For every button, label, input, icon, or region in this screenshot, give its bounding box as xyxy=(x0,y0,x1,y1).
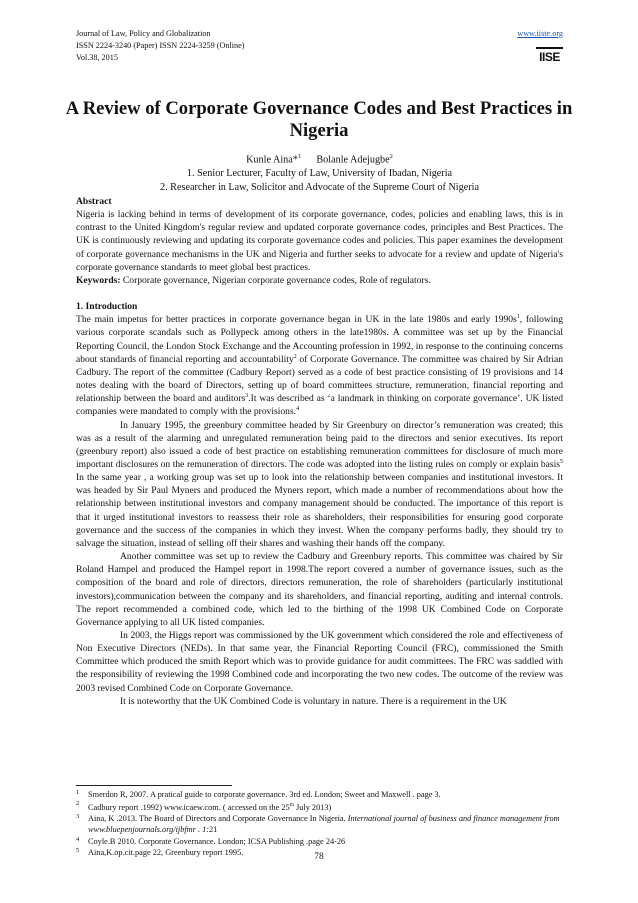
intro-paragraph-2: In January 1995, the greenbury committee headed by Sir Greenbury on director’s remuneration was created; this was as a result of the alarming and unregulated remuneration being paid to the directors and senior executives. Its report (greenbury report) also issued a code of best practice on establishing remuneration committees for disclosure of much more important disclosures on the remuneration of directors. The code was adopted into the listing rules on comply or explain basis$^5$ In the same year , a working group was set up to look into the relationship between companies and institutional investors. It was headed by Sir Paul Myners and produced the Myners report, which made a number of recommendations about how the relationship between institutional investors and company management should be conducted. The importance of this report is that it urged institutional investors to reassess their role as shareholders, their responsibilities for ensuring good corporate governance and the success of the companies in which they invest. When the company performs badly, they should try to salvage the situation, instead of selling off their shares and washing their hands off the company. xyxy=(76,419,563,549)
footnote-ref-5: 5 xyxy=(560,458,563,465)
iiste-logo xyxy=(536,47,563,65)
abstract-text: Nigeria is lacking behind in terms of development of its corporate governance, codes, policies and enabling laws, this is in contrast to the United Kingdom's regular review and updated corporate governance codes, principles and Best Practices. The UK is continuously reviewing and updating its corporate governance codes and policies. This paper examines the development of corporate governance mechanisms in the UK and Nigeria and further seeks to advocate for a review and update of Nigeria's corporate governance standards to meet global best practices. xyxy=(76,209,563,273)
section-heading-introduction: 1. Introduction xyxy=(76,301,138,313)
page-number: 78 xyxy=(314,852,324,862)
intro-paragraph-5: It is noteworthy that the UK Combined Code is voluntary in nature. There is a requirement in the UK xyxy=(120,695,507,707)
author-2-affil-mark: 2 xyxy=(389,153,393,160)
footnote-number: 1 xyxy=(76,789,80,796)
journal-url-link[interactable]: www.iiste.org xyxy=(517,29,563,38)
footnote-number: 5 xyxy=(76,846,80,854)
footnote-ref-1: 1 xyxy=(516,314,520,321)
journal-name: Journal of Law, Policy and Globalization xyxy=(76,29,211,38)
logo-bar xyxy=(536,47,563,49)
author-1-affil-mark: 1 xyxy=(297,153,302,160)
intro-paragraph-4: In 2003, the Higgs report was commissioned by the UK government which considered the role and effectiveness of Non Executive Directors (NEDs). In that same year, the Financial Reporting Council (FRC), commissioned the Smith Committee which produced the smith Report which was to provide guidance for audit committees. The FRC was saddled with the responsibility of reviewing the 1998 Combined code and incorporating the two new codes. The outcome of the review was 2003 revised Combined Code on Corporate Governance. xyxy=(76,630,563,694)
footnote-2: 2 Cadbury report .1992) www.icaew.com. ( accessed on the 25th July 2013) xyxy=(76,800,332,812)
logo-text: IISE xyxy=(539,50,560,64)
footnote-4: 4 Coyle.B 2010. Corporate Governance. London; ICSA Publishing .page 24-26 xyxy=(76,835,346,846)
keywords-label: Keywords: xyxy=(76,274,121,286)
author-block xyxy=(76,150,563,195)
author-1: Kunle Aina* xyxy=(246,154,298,166)
footnote-5: 5 Aina,K.op.cit.page 22, Greenbury report 1995. xyxy=(76,846,244,857)
affiliation-1: 1. Senior Lecturer, Faculty of Law, University of Ibadan, Nigeria xyxy=(186,168,453,180)
footnote-divider xyxy=(76,785,232,786)
footnote-number: 2 xyxy=(76,800,80,808)
keywords-text: Corporate governance, Nigerian corporate governance codes, Role of regulators. xyxy=(120,274,431,286)
footnote-3: 3 Aina, K .2013. The Board of Directors and Corporate Governance In Nigeria. International journal of business and finance management from www.bluepenjournals.org/ijbfmr . 1:21 xyxy=(76,813,560,835)
author-2: Bolanle Adejugbe xyxy=(316,154,390,166)
running-header xyxy=(76,28,563,64)
footnote-number: 3 xyxy=(76,813,80,821)
footnotes xyxy=(76,789,563,858)
journal-issn: ISSN 2224-3240 (Paper) ISSN 2224-3259 (Online) xyxy=(76,41,245,50)
intro-paragraph-3: Another committee was set up to review the Cadbury and Greenbury reports. This committee was chaired by Sir Roland Hampel and produced the Hampel report in 1998.The report covered a number of governance issues, such as the composition of the board and role of directors, directors remuneration, the role of shareholders (particularly institutional investors),communication between the company and its shareholders, and financial reporting, auditing and internal controls. The report recommended a combined code, which led to the birthing of the 1998 UK Combined Code on Corporate Governance applying to all UK listed companies. xyxy=(76,551,563,628)
keywords xyxy=(76,274,563,287)
author-names xyxy=(76,150,563,167)
footnote-1: 1 Smerdon R, 2007. A pratical guide to corporate governance. 3rd ed. London; Sweet and Maxwell . page 3. xyxy=(76,789,441,799)
footnote-ref-3: 3 xyxy=(245,393,249,400)
footnote-number: 4 xyxy=(76,835,80,843)
affiliation-2: 2. Researcher in Law, Solicitor and Advocate of the Supreme Court of Nigeria xyxy=(159,182,479,194)
paper-title: A Review of Corporate Governance Codes and Best Practices in Nigeria xyxy=(65,98,573,141)
footnote-ref-4: 4 xyxy=(296,406,300,413)
abstract-heading: Abstract xyxy=(76,196,112,207)
intro-paragraph-1: The main impetus for better practices in corporate governance began in UK in the late 1980s and early $1990s^1$, following various corporate scandals such as Pollypeck among others in the late1980s. A committee was set up by the Financial Reporting Council, the London Stock Exchange and the Accounting profession in 1992, in response to the continuing concerns about standards of financial reporting and accountability$^2$ of Corporate Governance. The committee was chaired by Sir Adrian Cadbury. The report of the committee (Cadbury Report) served as a code of best practice consisting of 19 provisions and 14 notes dealing with the board of Directors, setting up of board committees structure, remuneration, financial reporting and relationship between the board and auditors$^3$.It was described as ‘a landmark in thinking on corporate governance’. UK listed companies were mandated to comply with the provisions.$^4$ xyxy=(76,314,563,418)
footnote-ref-2: 2 xyxy=(293,353,297,360)
main-text xyxy=(76,195,563,708)
journal-volume: Vol.38, 2015 xyxy=(76,53,118,62)
